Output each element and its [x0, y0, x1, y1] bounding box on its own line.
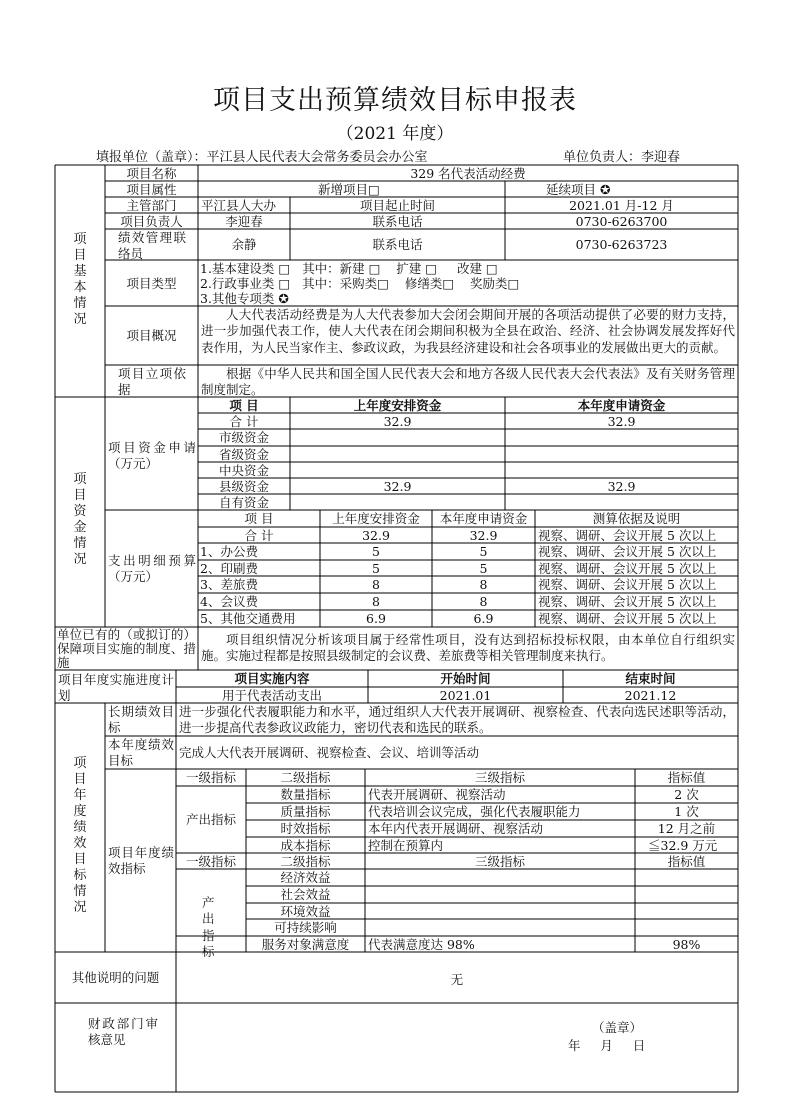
ind-row-l2: 服务对象满意度 — [261, 937, 350, 952]
project-attr-label: 项目属性 — [126, 182, 177, 197]
detail-row-label: 合 计 — [244, 528, 274, 543]
resp-value: 李迎春 — [641, 150, 681, 165]
ind-header-l1: 一级指标 — [185, 770, 236, 785]
phone-value-1: 0730-6263700 — [575, 214, 668, 229]
type-line-3: 3.其他专项类 ✪ — [200, 291, 289, 306]
detail-header-item: 项 目 — [244, 511, 274, 526]
dept-label: 主管部门 — [126, 198, 177, 213]
detail-row-this: 5 — [479, 561, 488, 576]
ind-row-val: 12 月之前 — [657, 821, 716, 836]
detail-row-this: 32.9 — [469, 528, 498, 543]
detail-row-label: 1、办公费 — [200, 544, 258, 559]
project-name-value: 329 名代表活动经费 — [410, 166, 526, 181]
plan-header-start: 开始时间 — [440, 671, 491, 686]
funds-row-label: 自有资金 — [218, 495, 269, 510]
phone-value-2: 0730-6263723 — [575, 237, 668, 252]
finance-date: 年 月 日 — [568, 1038, 646, 1053]
detail-row-label: 5、其他交通费用 — [200, 611, 296, 626]
detail-row-this: 5 — [479, 544, 488, 559]
phone-label-1: 联系电话 — [372, 214, 423, 229]
ind-row-l2: 社会效益 — [280, 887, 331, 902]
detail-row-basis: 视察、调研、会议开展 5 次以上 — [538, 561, 717, 576]
phone-label-2: 联系电话 — [372, 237, 423, 252]
section-targets-label: 项目年度绩效目标情况 — [73, 756, 87, 915]
funds-header-this: 本年度申请资金 — [577, 398, 666, 413]
ind-header-l3: 三级指标 — [474, 770, 525, 785]
form-year: （2021 年度） — [336, 124, 454, 144]
unit-responsible — [563, 146, 680, 165]
other-value: 无 — [450, 972, 464, 987]
plan-content: 用于代表活动支出 — [221, 688, 322, 703]
ind-row-l3: 代表开展调研、视察活动 — [368, 787, 506, 802]
detail-row-basis: 视察、调研、会议开展 5 次以上 — [538, 528, 717, 543]
funds-row-last: 32.9 — [383, 414, 412, 429]
attr-continue-option[interactable]: 延续项目 ✪ — [546, 182, 611, 197]
detail-row-basis: 视察、调研、会议开展 5 次以上 — [538, 577, 717, 592]
ind-row-l2: 时效指标 — [280, 821, 331, 836]
project-name-label: 项目名称 — [126, 166, 177, 181]
funds-row-label: 市级资金 — [218, 430, 269, 445]
type-line-1: 1.基本建设类 □ 其中：新建 □ 扩建 □ 改建 □ — [200, 261, 498, 276]
funds-header-last: 上年度安排资金 — [353, 398, 442, 413]
long-target-label: 长期绩效目标 — [108, 704, 174, 736]
detail-header-last: 上年度安排资金 — [332, 511, 420, 526]
resp-label: 单位负责人： — [563, 150, 642, 165]
ind-row-l2: 环境效益 — [280, 904, 331, 919]
funds-row-label: 省级资金 — [218, 447, 269, 462]
funds-row-label: 合 计 — [229, 414, 259, 429]
filler-value: 平江县人民代表大会常务委员会办公室 — [206, 150, 428, 165]
year-target-text: 完成人大代表开展调研、视察检查、会议、培训等活动 — [179, 745, 480, 760]
ind-row-l2: 数量指标 — [280, 787, 331, 802]
pm-value: 李迎春 — [225, 214, 263, 229]
finance-seal: （盖章） — [592, 1020, 643, 1035]
basis-label: 项目立项依据 — [118, 366, 186, 398]
detail-row-label: 2、印刷费 — [200, 561, 258, 576]
dept-value: 平江县人大办 — [201, 198, 277, 213]
overview-label: 项目概况 — [126, 328, 177, 343]
attr-new-option[interactable]: 新增项目□ — [318, 182, 380, 197]
ind-header-val-2: 指标值 — [667, 854, 706, 869]
ind-header-val: 指标值 — [667, 770, 706, 785]
detail-row-this: 8 — [479, 577, 488, 592]
ind-row-l3: 代表培训会议完成，强化代表履职能力 — [368, 804, 581, 819]
ind-header-l2: 二级指标 — [280, 770, 331, 785]
detail-row-basis: 视察、调研、会议开展 5 次以上 — [538, 544, 717, 559]
system-label: 单位已有的（或拟订的）保障项目实施的制度、措施 — [57, 627, 196, 670]
ind-row-l3: 本年内代表开展调研、视察活动 — [368, 821, 544, 836]
ind-header-l1-2: 一级指标 — [185, 854, 236, 869]
overview-text: 人大代表活动经费是为人大代表参加大会闭会期间开展的各项活动提供了必要的财力支持，进一步加强代表工作，使人大代表在闭会期间积极为全县在政治、经济、社会协调发展发挥好代表作用，为人民当家作主、参政议政，为我县经济建设和社会各项事业的发展做出更大的贡献。 — [201, 307, 735, 355]
ind-row-val: ≦32.9 万元 — [648, 838, 718, 853]
ind-row-l2: 成本指标 — [280, 838, 331, 853]
detail-row-label: 4、会议费 — [200, 594, 258, 609]
filler-label: 填报单位（盖章）： — [96, 150, 207, 165]
detail-row-this: 6.9 — [473, 611, 494, 626]
liaison-value: 余静 — [231, 237, 257, 252]
system-text: 项目组织情况分析该项目属于经常性项目，没有达到招标投标权限，由本单位自行组织实施。实施过程都是按照县级制定的会议费、差旅费等相关管理制度来执行。 — [201, 632, 735, 664]
period-value: 2021.01 月-12 月 — [569, 198, 674, 213]
year-target-label: 本年度绩效目标 — [108, 737, 174, 769]
funds-header-item: 项 目 — [229, 398, 259, 413]
ind-row-val: 2 次 — [674, 787, 699, 802]
indicator-label: 项目年度绩效指标 — [108, 845, 174, 877]
funds-detail-label: 支出明细预算（万元） — [108, 553, 196, 585]
ind-row-l2: 质量指标 — [280, 804, 331, 819]
long-target-text: 进一步强化代表履职能力和水平，通过组织人大代表开展调研、视察检查、代表向选民述职等活动，进一步提高代表参政议政能力，密切代表和选民的联系。 — [179, 704, 735, 736]
finance-label: 财政部门审核意见 — [88, 1016, 158, 1048]
pm-label: 项目负责人 — [120, 214, 183, 229]
effect-indicator-label: 产出指标 — [202, 895, 215, 959]
ind-header-l2-2: 二级指标 — [280, 854, 331, 869]
detail-row-basis: 视察、调研、会议开展 5 次以上 — [538, 594, 717, 609]
funds-row-label: 中央资金 — [218, 463, 269, 478]
detail-row-basis: 视察、调研、会议开展 5 次以上 — [538, 611, 717, 626]
detail-row-label: 3、差旅费 — [200, 577, 258, 592]
detail-row-this: 8 — [479, 594, 488, 609]
detail-header-basis: 测算依据及说明 — [592, 511, 681, 526]
plan-start: 2021.01 — [439, 688, 492, 703]
form-title: 项目支出预算绩效目标申报表 — [213, 85, 577, 116]
ind-row-val: 1 次 — [674, 804, 699, 819]
ind-header-l3-2: 三级指标 — [474, 854, 525, 869]
other-label: 其他说明的问题 — [71, 970, 160, 985]
ind-row-l3: 控制在预算内 — [368, 838, 444, 853]
funds-row-last: 32.9 — [383, 479, 412, 494]
type-line-2: 2.行政事业类 □ 其中：采购类□ 修缮类□ 奖励类□ — [200, 276, 520, 291]
detail-row-last: 8 — [372, 577, 380, 592]
ind-row-l2: 经济效益 — [280, 870, 331, 885]
funds-row-this: 32.9 — [607, 479, 636, 494]
plan-header-end: 结束时间 — [625, 671, 676, 686]
liaison-label: 绩效管理联络员 — [118, 230, 186, 262]
section-funds-label: 项目资金情况 — [73, 472, 87, 567]
filler-unit — [96, 146, 428, 165]
detail-row-last: 5 — [372, 544, 380, 559]
detail-header-this: 本年度申请资金 — [439, 511, 528, 526]
plan-header-content: 项目实施内容 — [234, 671, 310, 686]
detail-row-last: 6.9 — [366, 611, 386, 626]
plan-label: 项目年度实施进度计划 — [58, 672, 174, 704]
funds-apply-label: 项目资金申请（万元） — [108, 440, 196, 472]
ind-row-l3: 代表满意度达 98% — [368, 937, 475, 952]
ind-row-l2: 可持续影响 — [274, 920, 337, 935]
detail-row-last: 8 — [372, 594, 380, 609]
basis-text: 根据《中华人民共和国全国人民代表大会和地方各级人民代表大会代表法》及有关财务管理制度制定。 — [201, 366, 735, 398]
type-label: 项目类型 — [126, 276, 177, 291]
ind-row-val: 98% — [672, 937, 701, 952]
section-basic-label: 项目基本情况 — [73, 232, 87, 327]
detail-row-last: 5 — [372, 561, 380, 576]
funds-row-this: 32.9 — [607, 414, 636, 429]
plan-end: 2021.12 — [624, 688, 677, 703]
output-indicator-label: 产出指标 — [185, 812, 236, 827]
funds-row-label: 县级资金 — [218, 479, 269, 494]
period-label: 项目起止时间 — [359, 198, 435, 213]
detail-row-last: 32.9 — [362, 528, 390, 543]
